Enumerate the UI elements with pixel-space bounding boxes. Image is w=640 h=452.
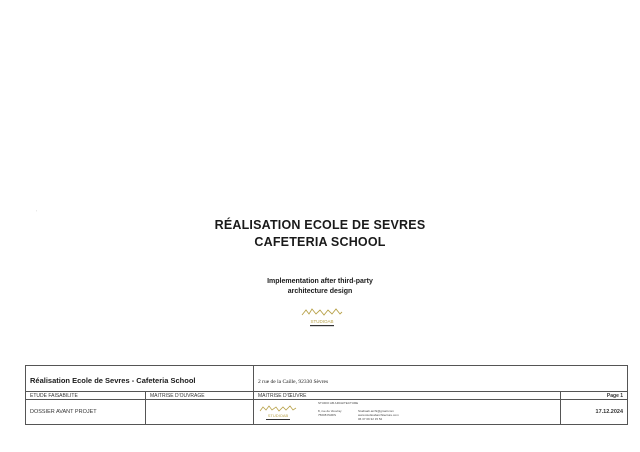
logo-wordmark: STUDIOAB xyxy=(310,319,334,324)
page-number: Page 1 xyxy=(561,392,628,400)
cover-subtitle xyxy=(0,277,640,297)
title-line-2: CAFETERIA SCHOOL xyxy=(254,235,386,249)
studio-address-line: 75008 PARIS xyxy=(318,413,336,417)
cover-title xyxy=(0,217,640,251)
phase-header: ETUDE FAISABILITE xyxy=(26,392,146,400)
address-cell xyxy=(254,366,628,392)
contractor-header: MAITRISE D'ŒUVRE xyxy=(254,392,561,400)
title-block-table xyxy=(25,365,628,425)
title-line-1: RÉALISATION ECOLE DE SEVRES xyxy=(214,218,426,232)
studio-phone: 06 37 09 32 15 52 xyxy=(358,417,383,421)
studio-logo-small-icon xyxy=(258,404,298,422)
stray-mark: ' xyxy=(36,209,37,214)
project-address: 2 rue de la Caille, 92330 Sèvres xyxy=(258,378,329,385)
studio-contact xyxy=(358,409,399,421)
contractor-cell xyxy=(254,400,561,425)
small-logo-wordmark: STUDIOAB xyxy=(267,413,289,418)
studio-address-line: 8, rue de Vouvray xyxy=(318,409,342,413)
document-date: 17.12.2024 xyxy=(561,400,628,425)
project-title-cell xyxy=(26,366,254,392)
studio-email: Studioab.archi@gmail.com xyxy=(358,409,394,413)
studio-address xyxy=(318,409,342,417)
subtitle-line-2: architecture design xyxy=(287,288,353,295)
project-title: Réalisation Ecole de Sevres - Cafeteria School xyxy=(30,375,196,385)
studio-logo-icon xyxy=(300,306,344,330)
studio-website: www.studioabarchitecture.com xyxy=(358,413,399,417)
document-type: DOSSIER AVANT PROJET xyxy=(26,400,146,425)
subtitle-line-1: Implementation after third-party xyxy=(267,278,373,285)
owner-header: MAITRISE D'OUVRAGE xyxy=(146,392,254,400)
studio-name: STUDIO AB ARCHITECTURE xyxy=(318,401,359,405)
owner-cell xyxy=(146,400,254,425)
